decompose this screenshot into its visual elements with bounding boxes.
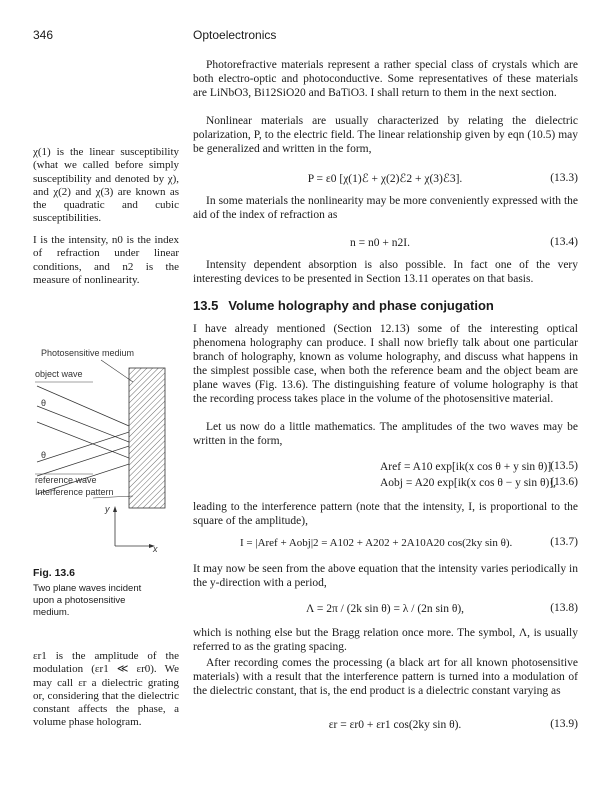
equation-number: (13.8): [550, 602, 578, 614]
figure-caption-title: Fig. 13.6: [33, 567, 76, 579]
equation-number: (13.6): [550, 476, 578, 488]
leader-line: [101, 360, 133, 382]
object-ray: [37, 422, 129, 458]
margin-note: εr1 is the amplitude of the modulation (εr1 ≪ εr0). We may call εr a dielectric grating or, considering that the dielectric constant affects the phase, a volume phase hologram.: [33, 650, 179, 729]
label-reference-wave: reference wave: [35, 475, 97, 485]
reference-ray: [37, 446, 129, 476]
paragraph: In some materials the nonlinearity may be more conveniently expressed with the aid of the index of refraction as: [193, 195, 578, 221]
equation-number: (13.5): [550, 460, 578, 472]
label-theta-top: θ: [41, 398, 47, 408]
paragraph: leading to the interference pattern (note that the intensity, I, is proportional to the square of the amplitude),: [193, 501, 578, 527]
equation-13-5: Aref = A10 exp[ik(x cos θ + y sin θ)]: [380, 461, 552, 473]
figure-13-6: [33, 346, 183, 556]
section-number: 13.5: [193, 298, 219, 313]
section-title: Volume holography and phase conjugation: [228, 298, 494, 313]
equation-number: (13.9): [550, 718, 578, 730]
paragraph: which is nothing else but the Bragg relation once more. The symbol, Λ, is usually referred to as the grating spacing.: [193, 627, 578, 653]
label-y-axis: y: [105, 504, 110, 514]
paragraph: I have already mentioned (Section 12.13) some of the interesting optical phenomena holography can produce. I shall now briefly talk about one particular branch of holography, known as volume holography, and discuss what happens in the simplest possible case, when both the reference beam and the object beam are plane waves (Fig. 13.6). The distinguishing feature of volume holography is that the recording process takes place in the volume of the photosensitive material.: [193, 323, 578, 405]
label-x-axis: x: [153, 544, 158, 554]
reference-ray: [37, 432, 129, 462]
page-number: 346: [33, 28, 54, 42]
paragraph: Intensity dependent absorption is also possible. In fact one of the very interesting devices to be presented in Section 13.11 operates on that basis.: [193, 259, 578, 285]
margin-note: χ(1) is the linear susceptibility (what we called before simply susceptibility and denoted by χ), and χ(2) and χ(3) are known as the quadratic and cubic susceptibilities.: [33, 146, 179, 225]
equation-number: (13.7): [550, 536, 578, 548]
label-object-wave: object wave: [35, 369, 83, 379]
equation-13-7: I = |Aref + Aobj|2 = A102 + A202 + 2A10A20 cos(2ky sin θ).: [240, 537, 513, 549]
y-axis-arrow: [113, 506, 117, 512]
equation-13-9: εr = εr0 + εr1 cos(2ky sin θ).: [328, 719, 462, 731]
label-interference: Interference pattern: [35, 487, 114, 497]
photosensitive-medium: [129, 368, 165, 508]
equation-13-6: Aobj = A20 exp[ik(x cos θ − y sin θ)],: [380, 477, 557, 489]
equation-number: (13.4): [550, 236, 578, 248]
section-heading: [193, 298, 494, 313]
paragraph: Let us now do a little mathematics. The amplitudes of the two waves may be written in the form,: [193, 421, 578, 447]
margin-note: I is the intensity, n0 is the index of refraction under linear conditions, and n2 is the measure of nonlinearity.: [33, 234, 179, 286]
equation-13-3: P = ε0 [χ(1)ℰ + χ(2)ℰ2 + χ(3)ℰ3].: [307, 173, 463, 185]
label-photosensitive: Photosensitive medium: [41, 348, 135, 358]
paragraph: After recording comes the processing (a black art for all known photosensitive materials) with a result that the interference pattern is turned into a modulation of the dielectric constant, that is, the end product is a dielectric constant varying as: [193, 657, 578, 697]
paragraph: Photorefractive materials represent a rather special class of crystals which are both electro-optic and photoconductive. Some representatives of these materials are LiNbO3, Bi12SiO20 and BaTiO3. I shall return to them in the next section.: [193, 59, 578, 99]
paragraph: It may now be seen from the above equation that the intensity varies periodically in the y-direction with a period,: [193, 563, 578, 589]
equation-number: (13.3): [550, 172, 578, 184]
equation-13-4: n = n0 + n2I.: [350, 237, 410, 249]
object-ray: [37, 386, 129, 426]
label-theta-bottom: θ: [41, 450, 47, 460]
paragraph: Nonlinear materials are usually characterized by relating the dielectric polarization, P, to the electric field. The linear relationship given by eqn (10.5) may be generalized and written in the form,: [193, 115, 578, 155]
equation-13-8: Λ = 2π / (2k sin θ) = λ / (2n sin θ),: [305, 603, 465, 615]
figure-caption-text: Two plane waves incident upon a photosensitive medium.: [33, 583, 142, 618]
running-title: Optoelectronics: [193, 28, 277, 42]
